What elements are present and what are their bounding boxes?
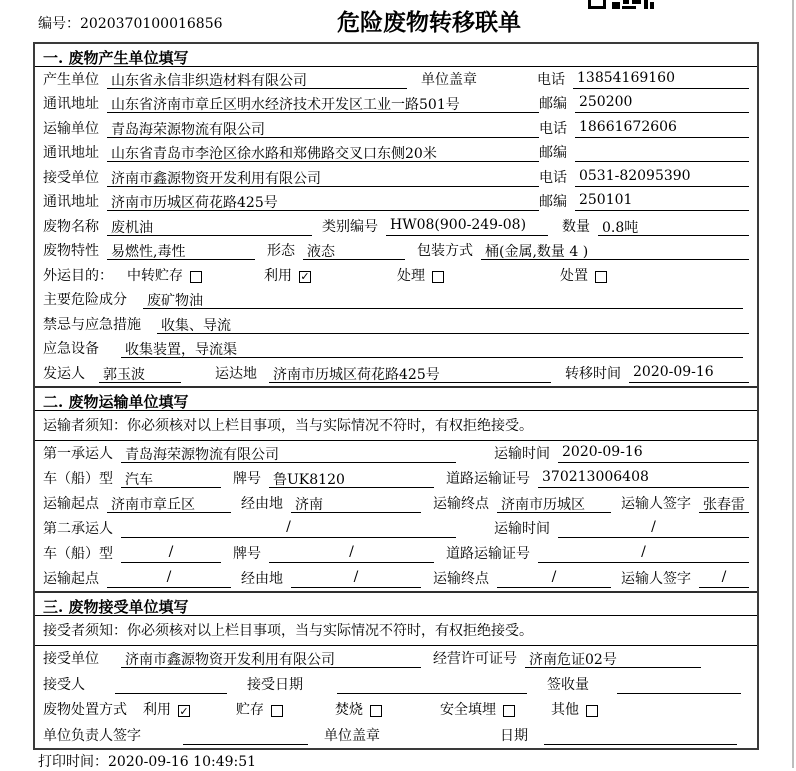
checkbox-icon: [503, 705, 515, 717]
disposal-label: 废物处置方式: [43, 702, 127, 718]
producer-phone-value: 13854169160: [573, 70, 749, 89]
waste-name-value: 废机油: [107, 217, 312, 236]
equipment-value: 收集装置，导流渠: [121, 339, 743, 358]
phone-label: 电话: [538, 120, 567, 137]
transfer-time-label: 转移时间: [565, 365, 621, 382]
zip-label: 邮编: [538, 145, 567, 161]
date-value: [544, 726, 737, 745]
route-end-value: /: [497, 569, 611, 588]
responsible-sign-value: [183, 726, 308, 745]
route-via-value: /: [291, 569, 421, 588]
route-end-label: 运输终点: [433, 570, 489, 587]
route-via-value: 济南: [291, 494, 421, 513]
option-label: 处理: [397, 267, 425, 284]
first-vehicle-row: [35, 466, 757, 491]
road-permit-value: 370213006408: [538, 469, 749, 488]
address-label: 通讯地址: [43, 145, 99, 161]
purpose-row: [35, 263, 757, 288]
transport-time-label: 运输时间: [494, 520, 550, 537]
hazard-row: [35, 288, 757, 313]
print-time: [38, 751, 256, 771]
quantity-label: 数量: [562, 218, 590, 235]
route-start-label: 运输起点: [43, 495, 99, 512]
producer-value: 山东省永信非织造材料有限公司: [107, 70, 407, 89]
accept-unit-row: [35, 646, 757, 672]
waste-traits-value: 易燃性,毒性: [107, 241, 255, 260]
accept-date-value: [337, 675, 527, 694]
shipper-label: 发运人: [43, 365, 85, 382]
road-permit-label: 道路运输证号: [446, 470, 530, 487]
destination-label: 运达地: [215, 365, 257, 382]
license-value: 济南危证02号: [525, 649, 701, 668]
purpose-option-treat: [397, 265, 444, 285]
waste-name-row: [35, 214, 757, 239]
receiver-address-value: 济南市历城区荷花路425号: [107, 192, 539, 211]
producer-address-value: 山东省济南市章丘区明水经济技术开发区工业一路501号: [107, 94, 539, 113]
road-permit-label: 道路运输证号: [446, 545, 530, 562]
document-number: [38, 13, 223, 33]
route-via-label: 经由地: [241, 570, 283, 587]
vehicle-type-label: 车（船）型: [43, 470, 113, 487]
measures-row: [35, 312, 757, 337]
second-carrier-value: /: [121, 519, 456, 538]
disposal-row: [35, 697, 757, 723]
accept-unit-value: 济南市鑫源物资开发利用有限公司: [121, 649, 421, 668]
first-carrier-value: 青岛海荣源物流有限公司: [121, 444, 456, 463]
second-transport-time-value: /: [558, 519, 749, 538]
waste-traits-label: 废物特性: [43, 243, 99, 259]
date-label: 日期: [500, 727, 528, 744]
transfer-time-value: 2020-09-16: [629, 364, 749, 383]
waste-name-label: 废物名称: [43, 218, 99, 235]
responsible-sign-label: 单位负责人签字: [43, 727, 141, 744]
received-amount-value: [617, 675, 741, 694]
zip-label: 邮编: [538, 194, 567, 210]
first-transport-time-value: 2020-09-16: [558, 444, 749, 463]
unit-seal-label: 单位盖章: [324, 727, 380, 744]
plate-value: /: [269, 544, 434, 563]
second-route-row: [35, 566, 757, 591]
section-producer: [35, 44, 757, 386]
accept-unit-label: 接受单位: [43, 651, 99, 667]
plate-label: 牌号: [233, 545, 261, 562]
first-carrier-row: [35, 441, 757, 466]
measures-label: 禁忌与应急措施: [43, 316, 141, 333]
measures-value: 收集、导流: [157, 315, 749, 334]
hazard-value: 废矿物油: [143, 290, 743, 309]
section-producer-title: 一. 废物产生单位填写: [35, 44, 757, 67]
page-title: 危险废物转移联单: [337, 9, 521, 36]
route-start-label: 运输起点: [43, 570, 99, 587]
second-vehicle-row: [35, 541, 757, 566]
transporter-label: 运输单位: [43, 120, 99, 137]
address-label: 通讯地址: [43, 96, 99, 112]
phone-label: 电话: [538, 169, 567, 186]
transporter-phone-value: 18661672606: [575, 119, 749, 138]
checkbox-icon: [370, 705, 382, 717]
destination-value: 济南市历城区荷花路425号: [269, 364, 551, 383]
carrier-sign-value: /: [699, 569, 749, 588]
option-label: 焚烧: [335, 702, 363, 718]
option-label: 其他: [551, 702, 579, 718]
option-label: 中转贮存: [127, 267, 183, 284]
section-receiver-title: 三. 废物接受单位填写: [35, 593, 757, 616]
purpose-option-dispose: [560, 265, 607, 285]
checkbox-checked-icon: ✓: [179, 704, 189, 718]
unit-seal-label: 单位盖章: [421, 71, 477, 88]
receipt-row: [35, 671, 757, 697]
route-via-label: 经由地: [241, 495, 283, 512]
receiver-notice: 接受者须知：你必须核对以上栏目事项，当与实际情况不符时，有权拒绝接受。: [35, 616, 757, 646]
transporter-address-value: 山东省青岛市李沧区徐水路和郑佛路交叉口东侧20米: [107, 143, 539, 162]
producer-row: [35, 67, 757, 92]
purpose-label: 外运目的：: [43, 267, 113, 284]
received-amount-label: 签收量: [547, 676, 589, 693]
second-carrier-label: 第二承运人: [43, 520, 113, 537]
address-label: 通讯地址: [43, 194, 99, 210]
carrier-sign-value: 张春雷: [699, 494, 749, 513]
category-value: HW08(900-249-08): [386, 217, 548, 236]
vehicle-type-label: 车（船）型: [43, 545, 113, 562]
vehicle-type-value: /: [121, 544, 221, 563]
form-value: 液态: [303, 241, 405, 260]
producer-label: 产生单位: [43, 71, 99, 88]
disposal-option-incinerate: [335, 699, 382, 719]
option-label: 贮存: [236, 702, 264, 718]
first-carrier-label: 第一承运人: [43, 445, 113, 462]
document-number-value: 2020370100016856: [80, 16, 223, 32]
document-number-label: 编号：: [38, 16, 80, 32]
route-end-label: 运输终点: [433, 495, 489, 512]
checkbox-icon: [271, 705, 283, 717]
producer-zip-value: 250200: [575, 94, 749, 113]
zip-label: 邮编: [538, 96, 567, 112]
shipper-value: 郭玉波: [99, 364, 181, 383]
option-label: 利用: [143, 702, 171, 718]
quantity-value: 0.8吨: [598, 217, 749, 236]
checkbox-icon: [595, 271, 607, 283]
recipient-label: 接受人: [43, 676, 85, 693]
recipient-value: [115, 675, 227, 694]
hazard-label: 主要危险成分: [43, 292, 127, 308]
plate-label: 牌号: [233, 470, 261, 487]
option-label: 处置: [560, 267, 588, 284]
road-permit-value: /: [538, 544, 749, 563]
carrier-sign-label: 运输人签字: [621, 495, 691, 512]
dispatch-row: [35, 361, 757, 386]
checkbox-checked-icon: ✓: [300, 270, 310, 283]
transporter-value: 青岛海荣源物流有限公司: [107, 119, 539, 138]
option-label: 安全填埋: [440, 702, 496, 718]
disposal-option-other: [551, 699, 598, 719]
disposal-option-storage: [236, 699, 283, 719]
receiver-label: 接受单位: [43, 169, 99, 186]
carrier-sign-label: 运输人签字: [621, 570, 691, 587]
packing-label: 包装方式: [417, 243, 473, 259]
receiver-address-row: [35, 190, 757, 215]
route-end-value: 济南市历城区: [497, 494, 611, 513]
receiver-value: 济南市鑫源物资开发利用有限公司: [107, 168, 539, 187]
page-edge-divider: [792, 0, 794, 768]
section-transport-title: 二. 废物运输单位填写: [35, 388, 757, 411]
transporter-row: [35, 116, 757, 141]
disposal-option-utilize: [143, 699, 190, 719]
waste-traits-row: [35, 239, 757, 264]
manifest-form: [33, 42, 759, 750]
option-label: 利用: [264, 267, 292, 284]
disposal-option-landfill: [440, 699, 515, 719]
route-start-value: /: [107, 569, 231, 588]
route-start-value: 济南市章丘区: [107, 494, 231, 513]
equipment-row: [35, 337, 757, 362]
qr-code-fragment: [588, 0, 654, 10]
signoff-row: [35, 722, 757, 748]
license-label: 经营许可证号: [433, 651, 517, 667]
phone-label: 电话: [537, 71, 565, 88]
receiver-zip-value: 250101: [575, 192, 749, 211]
checkbox-icon: [190, 271, 202, 283]
vehicle-type-value: 汽车: [121, 469, 221, 488]
checkbox-icon: [586, 705, 598, 717]
transporter-zip-value: [575, 143, 749, 162]
transporter-notice: 运输者须知：你必须核对以上栏目事项，当与实际情况不符时，有权拒绝接受。: [35, 411, 757, 441]
transporter-address-row: [35, 141, 757, 166]
print-time-label: 打印时间：: [38, 754, 108, 770]
second-carrier-row: [35, 516, 757, 541]
first-route-row: [35, 491, 757, 516]
receiver-phone-value: 0531-82095390: [575, 168, 749, 187]
transport-time-label: 运输时间: [494, 445, 550, 462]
accept-date-label: 接受日期: [247, 676, 303, 693]
receiver-row: [35, 165, 757, 190]
checkbox-icon: [432, 271, 444, 283]
section-receiver: [35, 591, 757, 748]
plate-value: 鲁UK8120: [269, 469, 434, 488]
producer-address-row: [35, 92, 757, 117]
form-label: 形态: [267, 243, 295, 259]
packing-value: 桶(金属,数量 4 ): [481, 241, 749, 260]
print-time-value: 2020-09-16 10:49:51: [108, 754, 257, 770]
equipment-label: 应急设备: [43, 341, 99, 357]
purpose-option-transfer-storage: [127, 265, 202, 285]
category-label: 类别编号: [322, 218, 378, 235]
purpose-option-utilize: [264, 265, 311, 285]
section-transport: [35, 386, 757, 591]
